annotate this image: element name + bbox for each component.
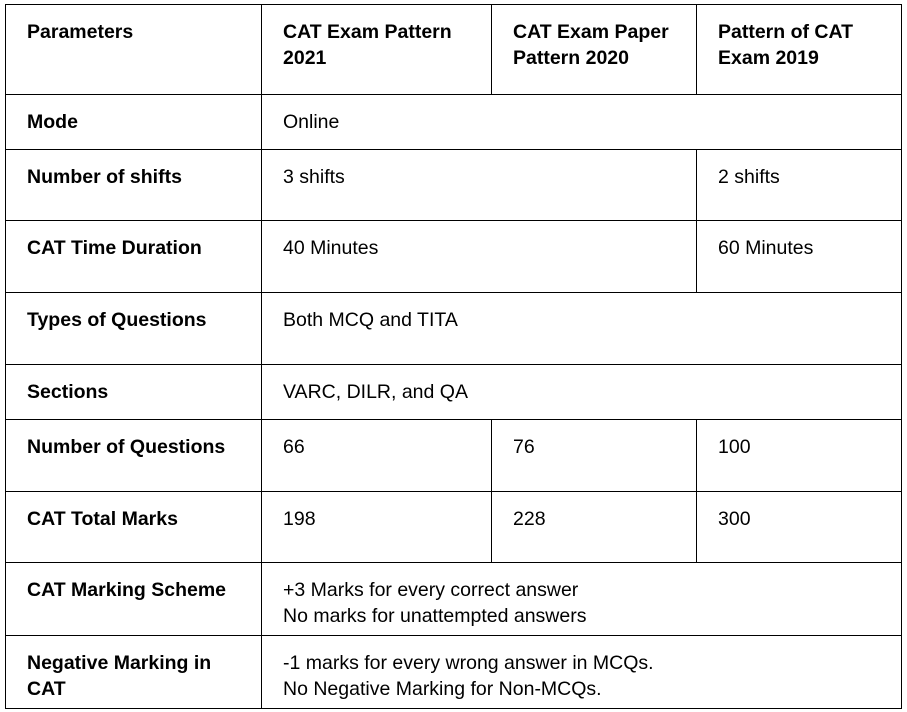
value-total-marks-2021: 198	[262, 492, 492, 563]
label-mode: Mode	[6, 95, 262, 150]
cat-exam-pattern-table	[5, 4, 902, 709]
header-2019	[697, 5, 902, 95]
row-question-types	[6, 293, 902, 365]
header-2021-line-2: 2021	[283, 47, 327, 69]
negative-marking-label-line-2: CAT	[27, 678, 66, 700]
marking-scheme-line-2: No marks for unattempted answers	[283, 605, 587, 627]
value-num-questions-2020: 76	[492, 420, 697, 492]
row-negative-marking	[6, 636, 902, 709]
row-duration	[6, 221, 902, 293]
value-total-marks-2020: 228	[492, 492, 697, 563]
value-duration-2019: 60 Minutes	[697, 221, 902, 293]
value-shifts-2021-2020: 3 shifts	[262, 150, 697, 221]
negative-marking-line-1: -1 marks for every wrong answer in MCQs.	[283, 652, 654, 674]
header-2019-line-1: Pattern of CAT	[718, 21, 854, 43]
header-2021-line-1: CAT Exam Pattern	[283, 21, 452, 43]
header-2020-line-2: Pattern 2020	[513, 47, 629, 69]
label-negative-marking	[6, 636, 262, 709]
header-row	[6, 5, 902, 95]
row-num-questions	[6, 420, 902, 492]
header-2021	[262, 5, 492, 95]
label-question-types: Types of Questions	[6, 293, 262, 365]
row-marking-scheme	[6, 563, 902, 636]
value-duration-2021-2020: 40 Minutes	[262, 221, 697, 293]
header-2020-line-1: CAT Exam Paper	[513, 21, 669, 43]
header-parameters: Parameters	[6, 5, 262, 95]
label-marking-scheme: CAT Marking Scheme	[6, 563, 262, 636]
row-mode	[6, 95, 902, 150]
value-negative-marking	[262, 636, 902, 709]
row-sections	[6, 365, 902, 420]
value-num-questions-2021: 66	[262, 420, 492, 492]
label-duration: CAT Time Duration	[6, 221, 262, 293]
marking-scheme-line-1: +3 Marks for every correct answer	[283, 579, 579, 601]
value-total-marks-2019: 300	[697, 492, 902, 563]
label-num-questions: Number of Questions	[6, 420, 262, 492]
row-total-marks	[6, 492, 902, 563]
value-num-questions-2019: 100	[697, 420, 902, 492]
label-sections: Sections	[6, 365, 262, 420]
value-mode: Online	[262, 95, 902, 150]
label-shifts: Number of shifts	[6, 150, 262, 221]
header-2020	[492, 5, 697, 95]
negative-marking-label-line-1: Negative Marking in	[27, 652, 212, 674]
label-total-marks: CAT Total Marks	[6, 492, 262, 563]
value-sections: VARC, DILR, and QA	[262, 365, 902, 420]
value-shifts-2019: 2 shifts	[697, 150, 902, 221]
header-2019-line-2: Exam 2019	[718, 47, 819, 69]
negative-marking-line-2: No Negative Marking for Non-MCQs.	[283, 678, 602, 700]
value-marking-scheme	[262, 563, 902, 636]
row-shifts	[6, 150, 902, 221]
value-question-types: Both MCQ and TITA	[262, 293, 902, 365]
